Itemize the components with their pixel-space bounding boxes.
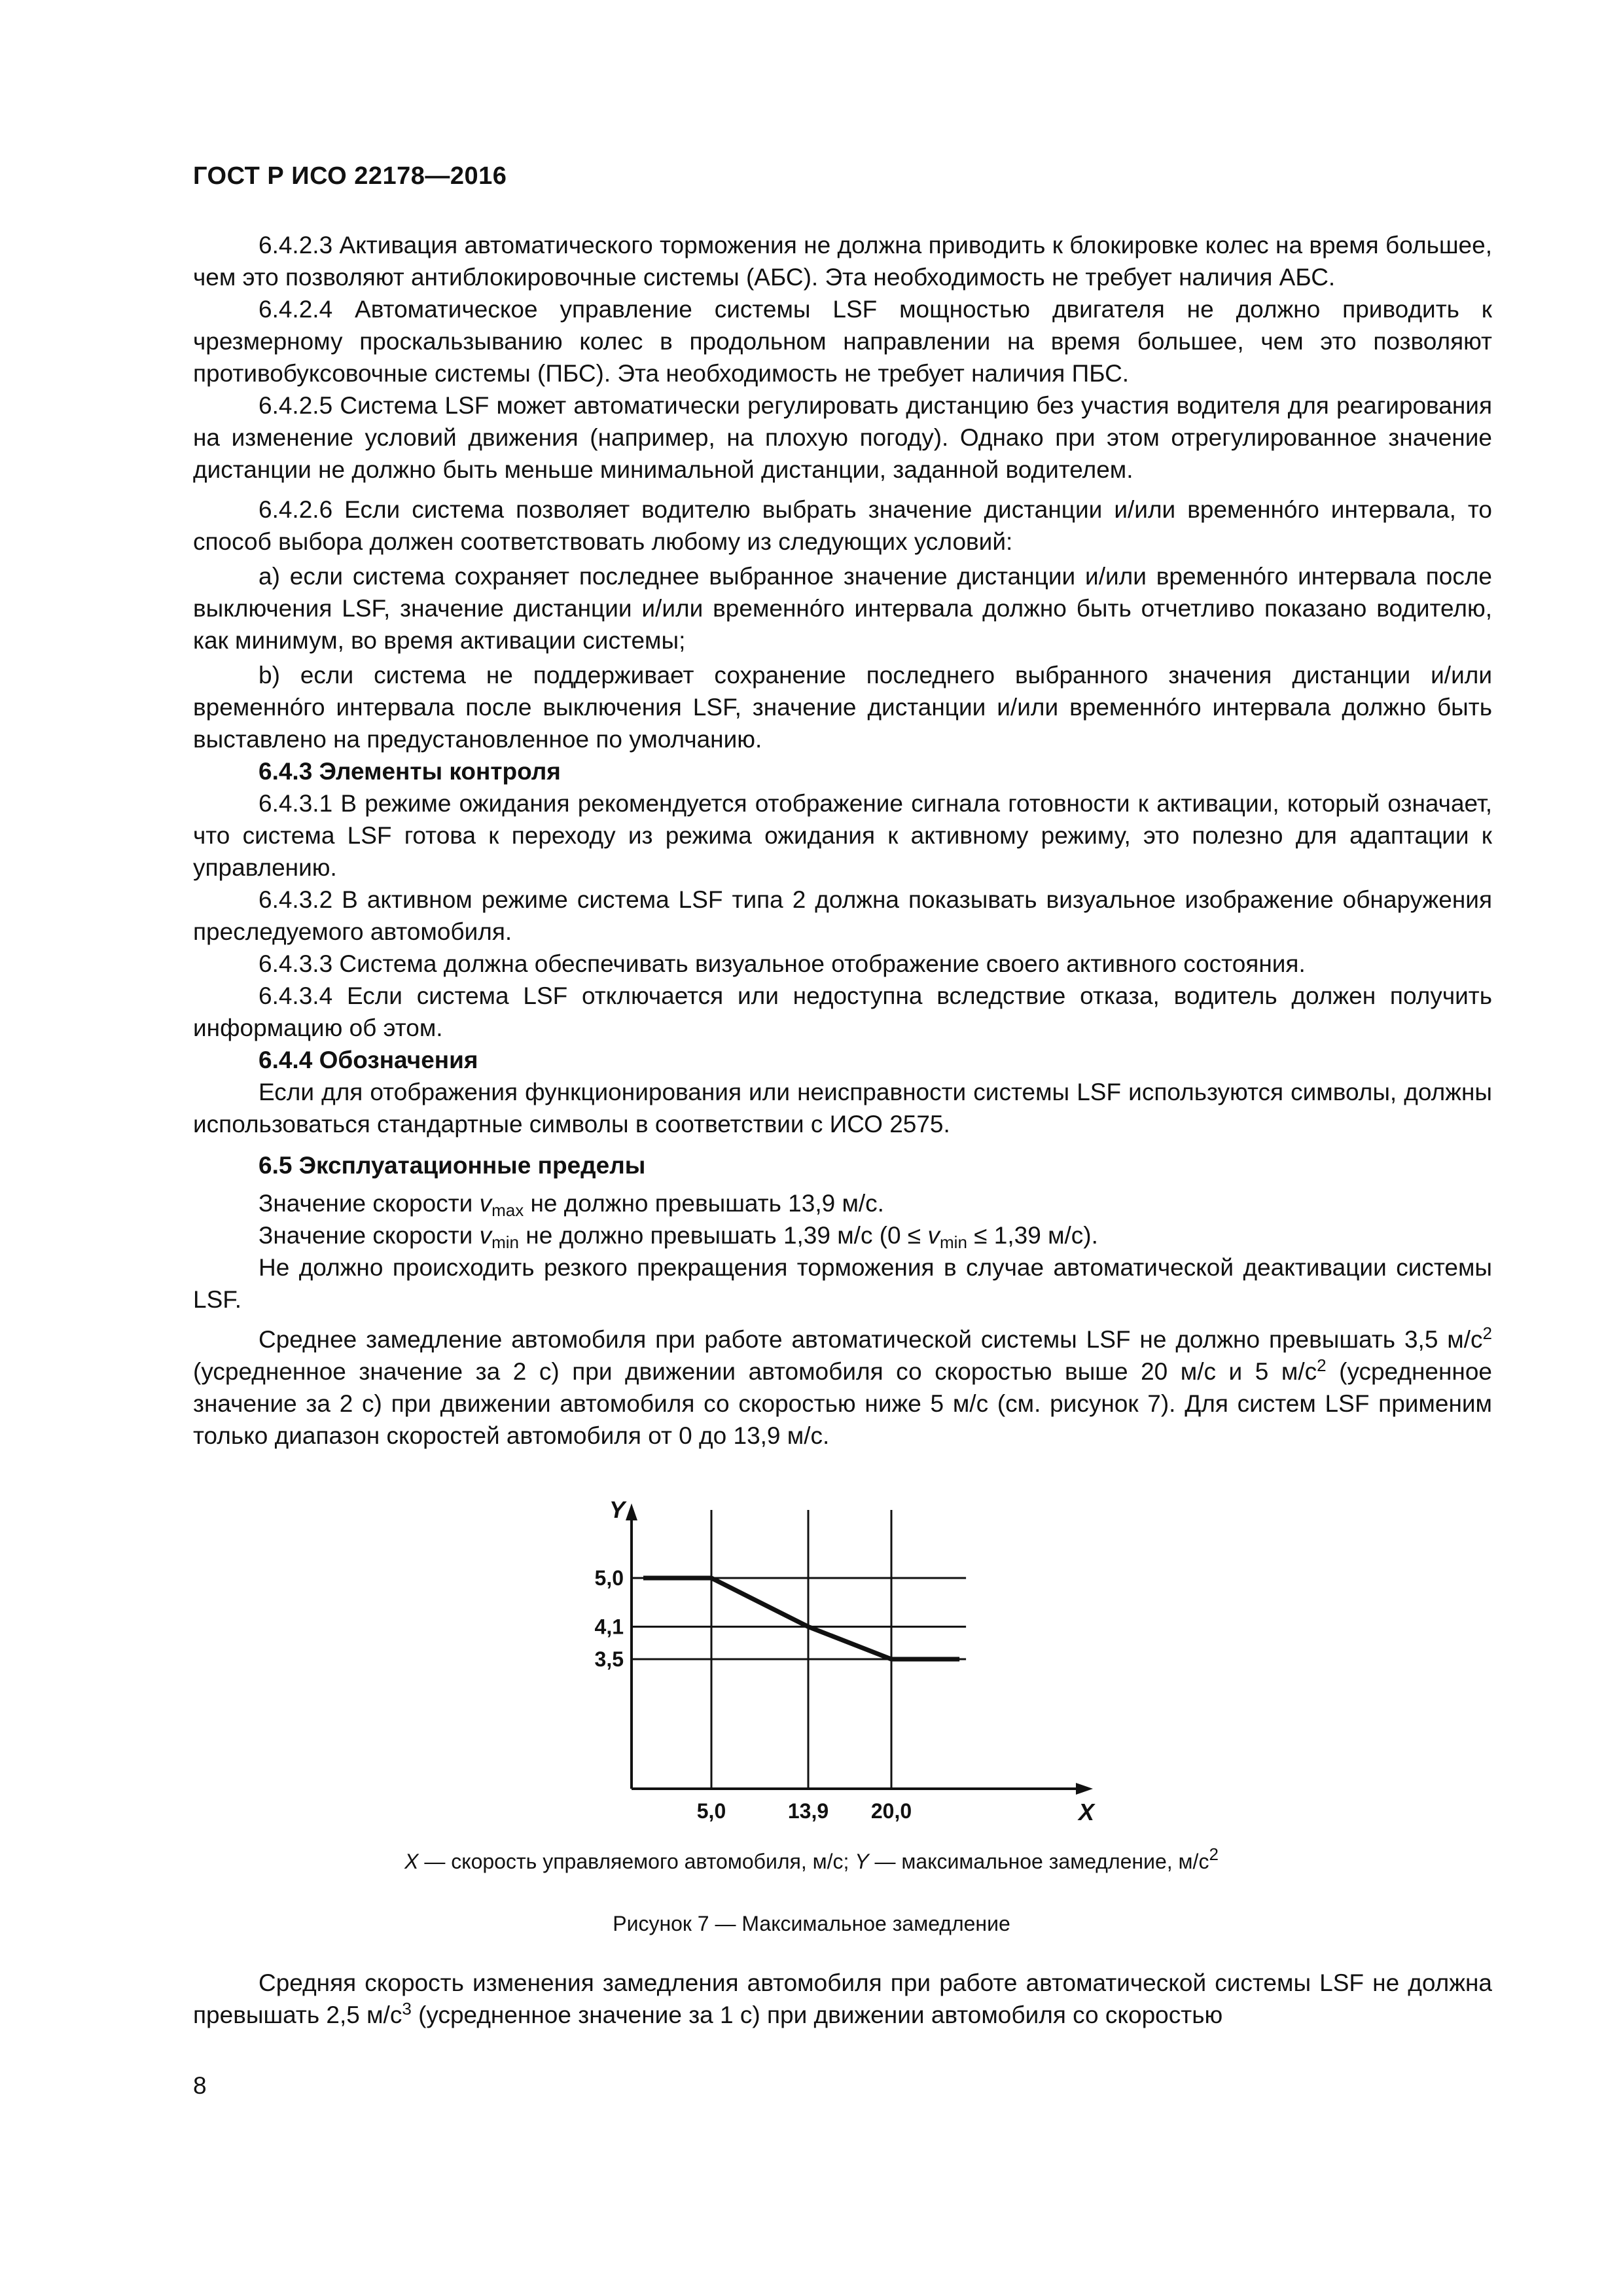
paragraph-no-abrupt-stop: Не должно происходить резкого прекращения торможения в случае автоматической деактивации системы LSF. [193,1254,1492,1313]
paragraph-6-4-2-3: 6.4.2.3 Активация автоматического торможения не должна приводить к блокировке колес на время большее, чем это позволяют антиблокировочные системы (АБС). Эта необходимость не требует наличия АБС. [193,232,1492,291]
paragraph-deceleration [193,1323,1492,1452]
section-heading-6-4-4: 6.4.4 Обозначения [259,1047,478,1073]
vmin-text-c: ≤ 1,39 м/с). [967,1222,1098,1249]
x-axis-arrow [1076,1783,1093,1795]
vmin-text-b: не должно превышать 1,39 м/с (0 ≤ [519,1222,928,1249]
vmax-subscript: max [491,1200,524,1220]
vmax-symbol: v [479,1190,492,1217]
document-header: ГОСТ Р ИСО 22178—2016 [193,162,507,190]
vmax-text-b: не должно превышать 13,9 м/с. [524,1190,884,1217]
vmin-subscript-2: min [940,1232,967,1252]
key-x-text: — скорость управляемого автомобиля, м/с; [418,1850,855,1873]
decel-text-a: Среднее замедление автомобиля при работе автоматической системы LSF не должно превышать 3,5 м/с [259,1326,1483,1353]
page-number: 8 [193,2072,207,2099]
paragraph-6-4-3-3: 6.4.3.3 Система должна обеспечивать визуальное отображение своего активного состояния. [259,950,1306,977]
key-y-symbol: Y [855,1850,869,1873]
figure-caption: Рисунок 7 — Максимальное замедление [613,1912,1010,1935]
y-axis-label: Y [609,1496,626,1523]
figure-7-chart [556,1489,1119,1842]
paragraph-6-4-3-4: 6.4.3.4 Если система LSF отключается или недоступна вследствие отказа, водитель должен получить информацию об этом. [193,982,1492,1041]
paragraph-6-4-3-2: 6.4.3.2 В активном режиме система LSF типа 2 должна показывать визуальное изображение обнаружения преследуемого автомобиля. [193,886,1492,945]
paragraph-6-4-2-6: 6.4.2.6 Если система позволяет водителю выбрать значение дистанции и/или временно́го интервала, то способ выбора должен соответствовать любому из следующих условий: [193,496,1492,555]
section-heading-6-5: 6.5 Эксплуатационные пределы [259,1152,646,1179]
key-y-superscript: 2 [1209,1844,1219,1864]
body-text [193,229,1492,1452]
vmax-text-a: Значение скорости [259,1190,480,1217]
paragraph-vmin [193,1219,1492,1251]
x-axis-label: X [1078,1799,1095,1825]
rate-text-a: Средняя скорость изменения замедления автомобиля при работе автоматической системы LSF не должна превышать 2,5 м/с [193,1969,1492,2028]
y-axis-arrow [626,1503,637,1520]
x-tick-label-0: 5,0 [696,1799,726,1823]
x-tick-label-1: 13,9 [787,1799,829,1823]
paragraph-6-4-3-1: 6.4.3.1 В режиме ожидания рекомендуется отображение сигнала готовности к активации, который означает, что система LSF готова к переходу из режима ожидания к активному режиму, это полезно для адаптации к управлению. [193,790,1492,881]
x-tick-label-2: 20,0 [870,1799,912,1823]
paragraph-6-4-2-5: 6.4.2.5 Система LSF может автоматически регулировать дистанцию без участия водителя для реагирования на изменение условий движения (например, на плохую погоду). Однако при этом отрегулированное значение дистанции не должно быть меньше минимальной дистанции, заданной водителем. [193,392,1492,483]
key-x-symbol: X [404,1850,419,1873]
decel-text-c: (усредненное значение за 2 с) при движении автомобиля со скоростью ниже 5 м/с (см. рисунок 7). Для систем LSF применим только диапазон скоростей автомобиля от 0 до 13,9 м/с. [193,1358,1492,1449]
figure-key [0,1844,1623,1874]
decel-superscript-2: 2 [1317,1355,1327,1375]
vmin-symbol-2: v [927,1222,940,1249]
y-tick-label-2: 3,5 [594,1647,624,1671]
vmin-symbol: v [479,1222,492,1249]
decel-text-b: (усредненное значение за 2 с) при движении автомобиля со скоростью выше 20 м/с и 5 м/с [193,1358,1317,1385]
paragraph-jerk [193,1967,1492,2031]
section-heading-6-4-3: 6.4.3 Элементы контроля [259,758,561,785]
rate-superscript: 3 [402,1999,412,2018]
decel-superscript-1: 2 [1482,1323,1492,1343]
series-line-0 [643,1578,959,1659]
vmin-text-a: Значение скорости [259,1222,480,1249]
list-item-a: a) если система сохраняет последнее выбранное значение дистанции и/или временно́го интервала после выключения LSF, значение дистанции и/или временно́го интервала должно быть отчетливо показано водителю, как минимум, во время активации системы; [193,563,1492,654]
key-y-text: — максимальное замедление, м/с [868,1850,1209,1873]
body-text-continued [193,1967,1492,2031]
paragraph-6-4-4: Если для отображения функционирования или неисправности системы LSF используются символы, должны использоваться стандартные символы в соответствии с ИСО 2575. [193,1079,1492,1138]
rate-text-b: (усредненное значение за 1 с) при движении автомобиля со скоростью [411,2001,1223,2028]
paragraph-vmax [193,1187,1492,1219]
paragraph-6-4-2-4: 6.4.2.4 Автоматическое управление системы LSF мощностью двигателя не должно приводить к чрезмерному проскальзыванию колес в продольном направлении на время большее, чем это позволяют противобуксовочные системы (ПБС). Эта необходимость не требует наличия ПБС. [193,296,1492,387]
list-item-b: b) если система не поддерживает сохранение последнего выбранного значения дистанции и/или временно́го интервала после выключения LSF, значение дистанции и/или временно́го интервала должно быть выставлено на предустановленное по умолчанию. [193,662,1492,753]
y-tick-label-1: 4,1 [594,1615,624,1639]
y-tick-label-0: 5,0 [594,1566,624,1590]
vmin-subscript: min [491,1232,519,1252]
